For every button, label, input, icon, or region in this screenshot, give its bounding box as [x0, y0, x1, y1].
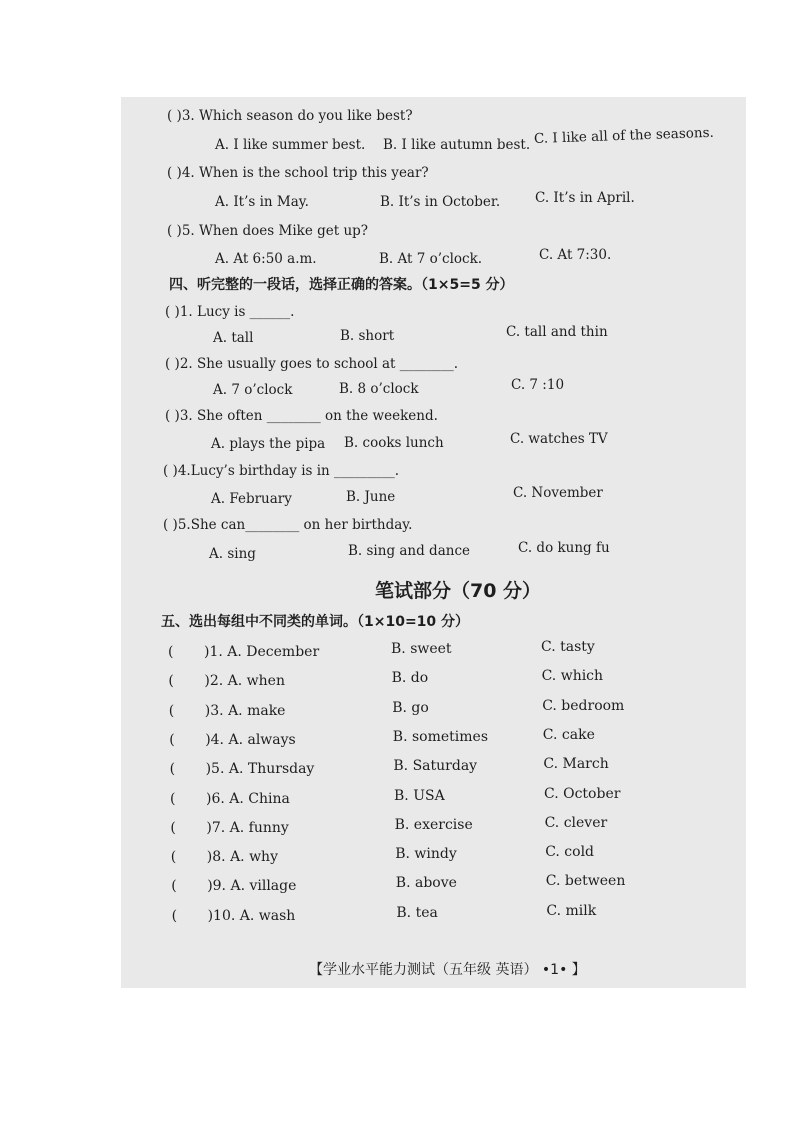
s4-q1-option-a: A. tall [213, 330, 254, 346]
s4-q4-option-c: C. November [513, 485, 603, 501]
s4-q1-option-b: B. short [340, 328, 395, 344]
s3-q5-option-b: B. At 7 o’clock. [379, 251, 483, 267]
s5-row-5-option-a: )5. A. Thursday [205, 761, 315, 778]
s5-row-3-option-c: C. bedroom [542, 697, 625, 714]
s5-row-4-option-c: C. cake [542, 726, 595, 743]
s3-q3-option-a: A. I like summer best. [215, 137, 366, 153]
s5-row-2-paren: ( [168, 673, 174, 690]
s4-q2-option-a: A. 7 o’clock [213, 382, 293, 398]
s3-q3-option-b: B. I like autumn best. [383, 137, 531, 153]
s4-q4-option-b: B. June [346, 489, 396, 505]
s5-row-8-option-a: )8. A. why [206, 849, 278, 866]
s5-row-2-option-b: B. do [391, 670, 429, 687]
s4-q1-option-c: C. tall and thin [506, 324, 608, 340]
s5-row-4-option-a: )4. A. always [205, 731, 296, 748]
s5-row-9-paren: ( [171, 878, 177, 895]
s4-q3-option-a: A. plays the pipa [211, 436, 326, 452]
s4-q3-stem: ( )3. She often ________ on the weekend. [165, 408, 438, 424]
s5-row-7-paren: ( [170, 819, 176, 836]
s5-row-6-option-a: )6. A. China [206, 790, 290, 807]
s5-row-6-paren: ( [170, 790, 176, 807]
s5-row-7-option-a: )7. A. funny [206, 819, 289, 836]
s3-q4-stem: ( )4. When is the school trip this year? [167, 165, 429, 181]
s5-row-1-paren: ( [168, 644, 174, 660]
s5-row-3-option-b: B. go [392, 699, 429, 716]
section4-heading: 四、听完整的一段话，选择正确的答案。（1×5=5 分） [169, 277, 514, 293]
s3-q5-stem: ( )5. When does Mike get up? [167, 223, 369, 239]
s5-row-6-option-b: B. USA [394, 787, 445, 804]
s5-row-10-option-a: )10. A. wash [207, 907, 296, 924]
s5-row-5-option-c: C. March [543, 756, 609, 773]
s3-q3-option-c: C. I like all of the seasons. [533, 124, 715, 147]
s3-q4-option-a: A. It’s in May. [215, 194, 309, 210]
s4-q2-option-b: B. 8 o’clock [339, 381, 419, 397]
s5-row-8-paren: ( [170, 849, 177, 866]
s5-row-1-option-b: B. sweet [391, 641, 452, 657]
section5-heading: 五、选出每组中不同类的单词。（1×10=10 分） [161, 614, 470, 630]
s4-q2-stem: ( )2. She usually goes to school at ________. [165, 356, 459, 372]
exam-page [121, 97, 746, 988]
s5-row-8-option-b: B. windy [395, 846, 457, 863]
s4-q1-stem: ( )1. Lucy is ______. [165, 304, 295, 320]
s5-row-9-option-b: B. above [395, 875, 457, 892]
s4-q5-option-b: B. sing and dance [348, 543, 470, 559]
s5-row-3-paren: ( [168, 702, 175, 719]
s3-q4-option-b: B. It’s in October. [380, 194, 501, 210]
s5-row-6-option-c: C. October [544, 785, 621, 802]
s5-row-5-paren: ( [169, 761, 176, 778]
s5-row-8-option-c: C. cold [545, 844, 595, 861]
s3-q5-option-c: C. At 7:30. [539, 247, 612, 263]
s5-row-10-option-b: B. tea [396, 904, 438, 921]
written-part-title: 笔试部分（70 分） [375, 580, 542, 602]
s4-q5-option-c: C. do kung fu [518, 540, 610, 556]
s5-row-7-option-c: C. clever [544, 814, 608, 831]
s5-row-4-paren: ( [169, 731, 175, 748]
s5-row-10-paren: ( [171, 907, 178, 924]
s5-row-9-option-a: )9. A. village [207, 878, 297, 895]
s5-row-4-option-b: B. sometimes [392, 728, 489, 745]
s5-row-2-option-a: )2. A. when [204, 673, 285, 690]
s3-q4-option-c: C. It’s in April. [535, 190, 635, 206]
s4-q4-option-a: A. February [211, 491, 292, 507]
s5-row-1-option-a: )1. A. December [204, 644, 320, 660]
s5-row-10-option-c: C. milk [546, 902, 597, 919]
s3-q3-stem: ( )3. Which season do you like best? [167, 108, 413, 124]
s4-q5-option-a: A. sing [209, 546, 256, 562]
s4-q2-option-c: C. 7 :10 [511, 377, 565, 393]
s3-q5-option-a: A. At 6:50 a.m. [215, 251, 317, 267]
page-footer: 【学业水平能力测试（五年级 英语） •1• 】 [309, 962, 586, 978]
s4-q3-option-c: C. watches TV [510, 431, 608, 447]
s4-q3-option-b: B. cooks lunch [344, 435, 444, 451]
s5-row-5-option-b: B. Saturday [393, 758, 478, 775]
s5-row-1-option-c: C. tasty [541, 639, 595, 655]
s4-q5-stem: ( )5.She can________ on her birthday. [163, 517, 413, 533]
s5-row-7-option-b: B. exercise [394, 816, 473, 833]
s4-q4-stem: ( )4.Lucy’s birthday is in _________. [163, 463, 400, 479]
s5-row-3-option-a: )3. A. make [204, 702, 286, 719]
s5-row-9-option-c: C. between [545, 873, 626, 890]
s5-row-2-option-c: C. which [541, 668, 604, 685]
